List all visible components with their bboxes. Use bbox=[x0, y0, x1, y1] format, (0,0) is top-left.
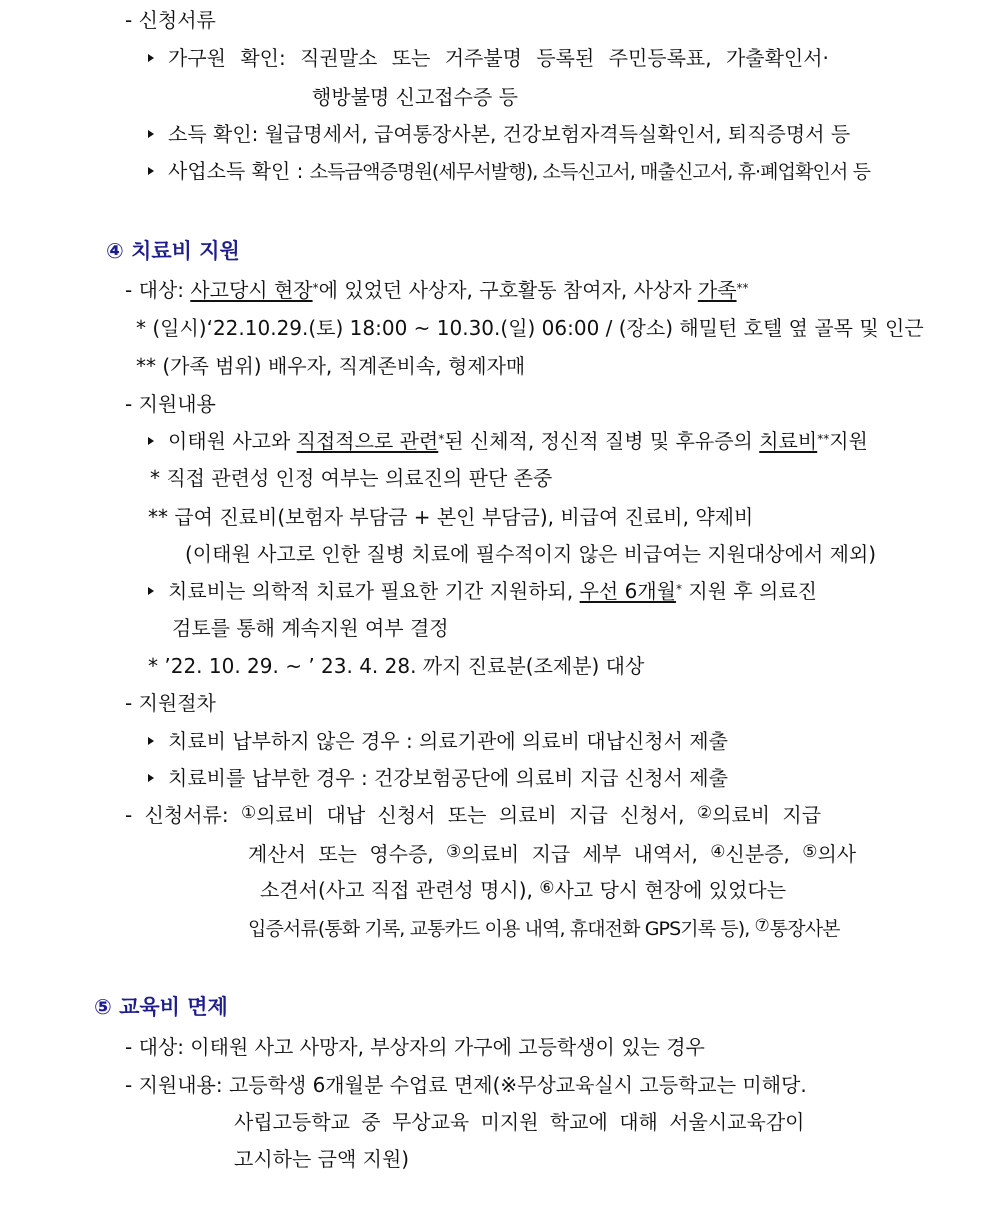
list-item: 치료비 납부하지 않은 경우 : 의료기관에 의료비 대납신청서 제출 bbox=[148, 727, 728, 755]
list-item: 치료비는 의학적 치료가 필요한 기간 지원하되, 우선 6개월* 지원 후 의료진 bbox=[148, 577, 817, 605]
footnote: ** 급여 진료비(보험자 부담금 + 본인 부담금), 비급여 진료비, 약제비 bbox=[148, 505, 754, 529]
docs-title: - 신청서류 bbox=[125, 8, 216, 32]
procedure-title: - 지원절차 bbox=[125, 691, 216, 715]
content-line: - 지원내용: 고등학생 6개월분 수업료 면제(※무상교육실시 고등학교는 미해당. bbox=[125, 1073, 807, 1097]
content-line-continuation: 사립고등학교 중 무상교육 미지원 학교에 대해 서울시교육감이 bbox=[234, 1110, 805, 1134]
footnote: * 직접 관련성 인정 여부는 의료진의 판단 존중 bbox=[150, 466, 553, 490]
docs-list-line: 소견서(사고 직접 관련성 명시), ⑥사고 당시 현장에 있었다는 bbox=[260, 878, 787, 902]
bullet-triangle-icon bbox=[148, 737, 154, 745]
section-heading-treatment: ④ 치료비 지원 bbox=[106, 239, 240, 263]
content-title: - 지원내용 bbox=[125, 392, 216, 416]
bullet-triangle-icon bbox=[148, 774, 154, 782]
list-item-continuation: 검토를 통해 계속지원 여부 결정 bbox=[172, 616, 449, 640]
bullet-triangle-icon bbox=[148, 587, 154, 595]
list-item: 소득 확인: 월급명세서, 급여통장사본, 건강보험자격득실확인서, 퇴직증명서 등 bbox=[148, 120, 850, 148]
footnote: * ’22. 10. 29. ~ ’ 23. 4. 28. 까지 진료분(조제분) 대상 bbox=[148, 654, 645, 678]
list-item: 가구원 확인: 직권말소 또는 거주불명 등록된 주민등록표, 가출확인서· bbox=[148, 44, 829, 72]
target-line: - 대상: 사고당시 현장*에 있었던 사상자, 구호활동 참여자, 사상자 가족** bbox=[125, 278, 749, 302]
bullet-triangle-icon bbox=[148, 167, 154, 175]
docs-list-line: 계산서 또는 영수증, ③의료비 지급 세부 내역서, ④신분증, ⑤의사 bbox=[248, 842, 857, 866]
list-item: 사업소득 확인 : 소득금액증명원(세무서발행), 소득신고서, 매출신고서, 휴·폐업확인서 등 bbox=[148, 157, 870, 186]
list-item: 치료비를 납부한 경우 : 건강보험공단에 의료비 지급 신청서 제출 bbox=[148, 764, 728, 792]
footnote-date-place: * (일시)‘22.10.29.(토) 18:00 ~ 10.30.(일) 06:00 / (장소) 해밀턴 호텔 옆 골목 및 인근 bbox=[136, 316, 924, 340]
bullet-triangle-icon bbox=[148, 130, 154, 138]
list-item-continuation: 행방불명 신고접수증 등 bbox=[312, 85, 518, 109]
target-line: - 대상: 이태원 사고 사망자, 부상자의 가구에 고등학생이 있는 경우 bbox=[125, 1035, 705, 1059]
footnote-family-range: ** (가족 범위) 배우자, 직계존비속, 형제자매 bbox=[136, 354, 526, 378]
docs-list-line: - 신청서류: ①의료비 대납 신청서 또는 의료비 지급 신청서, ②의료비 지급 bbox=[125, 803, 822, 827]
list-item: 이태원 사고와 직접적으로 관련*된 신체적, 정신적 질병 및 후유증의 치료비**지원 bbox=[148, 427, 868, 455]
content-line-continuation: 고시하는 금액 지원) bbox=[234, 1147, 410, 1171]
bullet-triangle-icon bbox=[148, 437, 154, 445]
section-heading-education: ⑤ 교육비 면제 bbox=[94, 995, 228, 1019]
bullet-triangle-icon bbox=[148, 54, 154, 62]
footnote-continuation: (이태원 사고로 인한 질병 치료에 필수적이지 않은 비급여는 지원대상에서 제외) bbox=[185, 542, 877, 566]
docs-list-line: 입증서류(통화 기록, 교통카드 이용 내역, 휴대전화 GPS기록 등), ⑦통장사본 bbox=[248, 916, 840, 940]
